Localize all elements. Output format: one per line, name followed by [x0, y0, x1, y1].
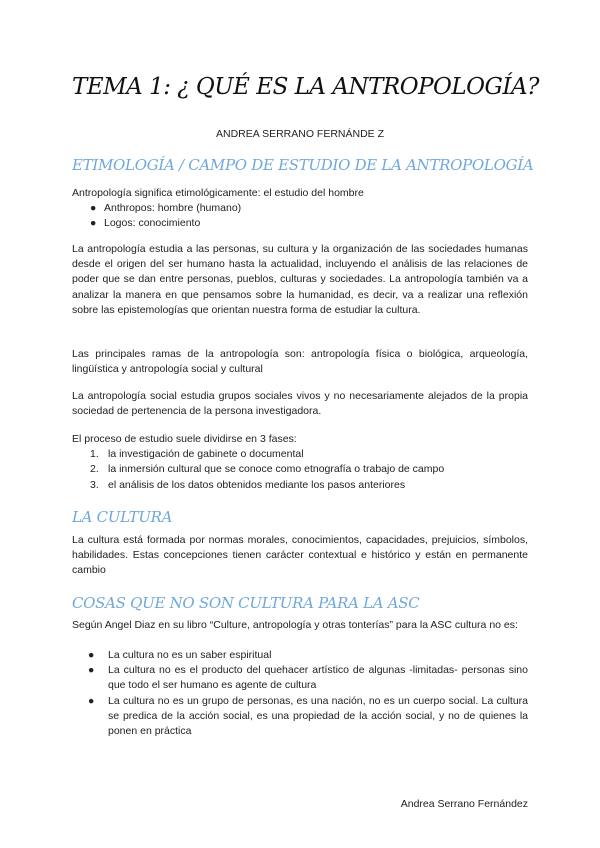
list-item: ● La cultura no es el producto del quehacer artístico de algunas -limitadas- personas sino que todo el ser humano es agente de cultura: [88, 664, 528, 692]
section-heading-cultura: LA CULTURA: [72, 508, 173, 526]
paragraph-no-cultura-intro: Según Angel Diaz en su libro “Culture, antropología y otras tonterías” para la ASC cultura no es:: [72, 619, 518, 631]
author-name: ANDREA SERRANO FERNÁNDE Z: [215, 128, 385, 140]
list-item: ● Anthropos: hombre (humano): [72, 201, 528, 216]
list-item: 2. la inmersión cultural que se conoce como etnografía o trabajo de campo: [90, 463, 445, 476]
bullet-icon: ●: [90, 217, 97, 230]
fases-intro: El proceso de estudio suele dividirse en 3 fases:: [72, 433, 297, 445]
fases-list: [72, 447, 528, 493]
paragraph-cultura: La cultura está formada por normas morales, conocimientos, capacidades, prejuicios, símbolos, habilidades. Estas concepciones tienen carácter contextual e histórico y están en permanente cambio: [72, 534, 528, 577]
paragraph-antropologia-social: La antropología social estudia grupos sociales vivos y no necesariamente alejados de la propia sociedad de pertenencia de la persona investigadora.: [72, 390, 528, 418]
bullet-icon: ●: [88, 694, 95, 707]
bullet-icon: ●: [88, 649, 95, 661]
list-item: ● La cultura no es un saber espiritual: [72, 648, 528, 663]
no-cultura-list: [72, 648, 528, 739]
page-footer: Andrea Serrano Fernández: [400, 798, 528, 810]
list-item: 3. el análisis de los datos obtenidos mediante los pasos anteriores: [90, 478, 406, 491]
section-heading-etimologia: ETIMOLOGÍA / CAMPO DE ESTUDIO DE LA ANTROPOLOGÍA: [72, 156, 534, 174]
etimologia-list: [72, 201, 528, 231]
paragraph-antropologia: La antropología estudia a las personas, su cultura y la organización de las sociedades humanas desde el origen del ser humano hasta la actualidad, incluyendo el análisis de las relaciones de poder que se dan entre personas, pueblos, culturas y sociedades. La antropología también va a analizar la manera en que pensamos sobre la humanidad, es decir, va a realizar una reflexión sobre las epistemologías que orientan nuestra forma de estudiar la cultura.: [72, 243, 528, 316]
etimologia-intro: Antropología significa etimológicamente: el estudio del hombre: [72, 187, 364, 199]
paragraph-ramas: Las principales ramas de la antropología son: antropología física o biológica, arqueología, lingüística y antropología social y cultural: [72, 348, 528, 376]
list-item: ● Logos: conocimiento: [72, 216, 528, 231]
bullet-icon: ●: [88, 664, 95, 677]
etimologia-block: [72, 186, 528, 232]
list-item: 1. la investigación de gabinete o documental: [90, 448, 304, 461]
section-heading-no-cultura: COSAS QUE NO SON CULTURA PARA LA ASC: [72, 594, 420, 612]
document-title: TEMA 1: ¿ QUÉ ES LA ANTROPOLOGÍA?: [72, 74, 539, 100]
fases-block: [72, 432, 528, 493]
bullet-icon: ●: [90, 202, 97, 215]
list-item: ● La cultura no es un grupo de personas, es una nación, no es un cuerpo social. La cultura se predica de la acción social, es una propiedad de la acción social, y no de quienes la ponen en práctica: [88, 694, 528, 738]
